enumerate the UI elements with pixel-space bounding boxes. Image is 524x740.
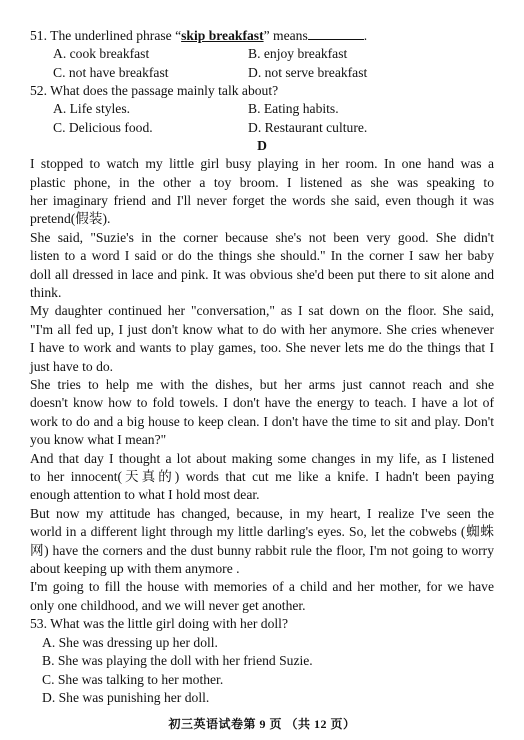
passage-line: But now my attitude has changed, because, in my heart, I realize I've seen the xyxy=(30,506,494,521)
passage-line: you know what I mean?" xyxy=(30,432,167,447)
underlined-phrase: skip breakfast xyxy=(181,28,264,43)
option-51-b: B. enjoy breakfast xyxy=(248,46,348,61)
question-51-end: . xyxy=(363,28,368,43)
passage-line: world in a different light through my little darling's eyes. So, let the cobwebs (蜘蛛 xyxy=(30,524,494,539)
passage-line: doll all dressed in lace and pink. It was obvious she'd been put there to sit alone and xyxy=(30,267,494,282)
passage-line: listen to a word I said or do the things she should." In the corner I saw her baby xyxy=(30,248,494,263)
question-52: 52. What does the passage mainly talk about? xyxy=(30,83,279,98)
option-51-c: C. not have breakfast xyxy=(53,65,169,80)
question-51-suffix: ” means xyxy=(263,28,308,43)
answer-blank xyxy=(308,27,364,40)
passage-line: I'm going to fill the house with memories of a child and her mother, for we have xyxy=(30,579,494,594)
passage-line: pretend(假装). xyxy=(30,211,111,226)
section-heading: D xyxy=(257,138,267,153)
passage-line: doesn't know how to fold towels. I don't have the energy to teach. I have a lot of xyxy=(30,395,494,410)
passage-line: enough attention to what I hold most dear. xyxy=(30,487,260,502)
passage-line: only one childhood, and we will never get another. xyxy=(30,598,306,613)
passage-line: just have to do. xyxy=(30,359,114,374)
option-51-d: D. not serve breakfast xyxy=(248,65,368,80)
option-51-a: A. cook breakfast xyxy=(53,46,150,61)
passage-line: about keeping up with them anymore . xyxy=(30,561,240,576)
option-52-b: B. Eating habits. xyxy=(248,101,339,116)
passage-line: I stopped to watch my little girl busy playing in her room. In one hand was a xyxy=(30,156,494,171)
option-52-a: A. Life styles. xyxy=(53,101,131,116)
passage-line: to her innocent(天真的) words that cut me like a knife. I hadn't been paying xyxy=(30,469,494,484)
option-52-d: D. Restaurant culture. xyxy=(248,120,368,135)
passage-line: I have to work and wants to play games, too. She never lets me do the things that I xyxy=(30,340,494,355)
passage-line: 网) have the corners and the dust bunny rabbit rule the floor, I'm not going to worry xyxy=(30,543,494,558)
passage-line: "I'm all fed up, I just don't know what to do with her anymore. She cries whenever xyxy=(30,322,494,337)
question-51 xyxy=(30,27,494,45)
option-53-b: B. She was playing the doll with her friend Suzie. xyxy=(42,653,313,668)
option-52-c: C. Delicious food. xyxy=(53,120,153,135)
option-53-c: C. She was talking to her mother. xyxy=(42,672,224,687)
passage-line: She said, "Suzie's in the corner because she's not been very good. She didn't xyxy=(30,230,494,245)
passage-line: My daughter continued her "conversation," as I sat down on the floor. She said, xyxy=(30,303,494,318)
option-53-d: D. She was punishing her doll. xyxy=(42,690,210,705)
passage-line: work to do and a big house to keep clean. I don't have the time to sit and play. Don't xyxy=(30,414,494,429)
page-footer: 初三英语试卷第 9 页 （共 12 页） xyxy=(168,717,356,731)
passage-line: And that day I thought a lot about making some changes in my life, as I listened xyxy=(30,451,494,466)
option-53-a: A. She was dressing up her doll. xyxy=(42,635,218,650)
passage-line: think. xyxy=(30,285,62,300)
question-51-prefix: 51. The underlined phrase “ xyxy=(30,28,182,43)
passage-line: plastic phone, in the other a toy broom. I listened as she was speaking to xyxy=(30,175,494,190)
question-53: 53. What was the little girl doing with her doll? xyxy=(30,616,288,631)
passage-line: her imaginary friend and I'll never forget the words she said, even though it was xyxy=(30,193,494,208)
passage-line: She tries to help me with the dishes, but her arms just cannot reach and she xyxy=(30,377,494,392)
